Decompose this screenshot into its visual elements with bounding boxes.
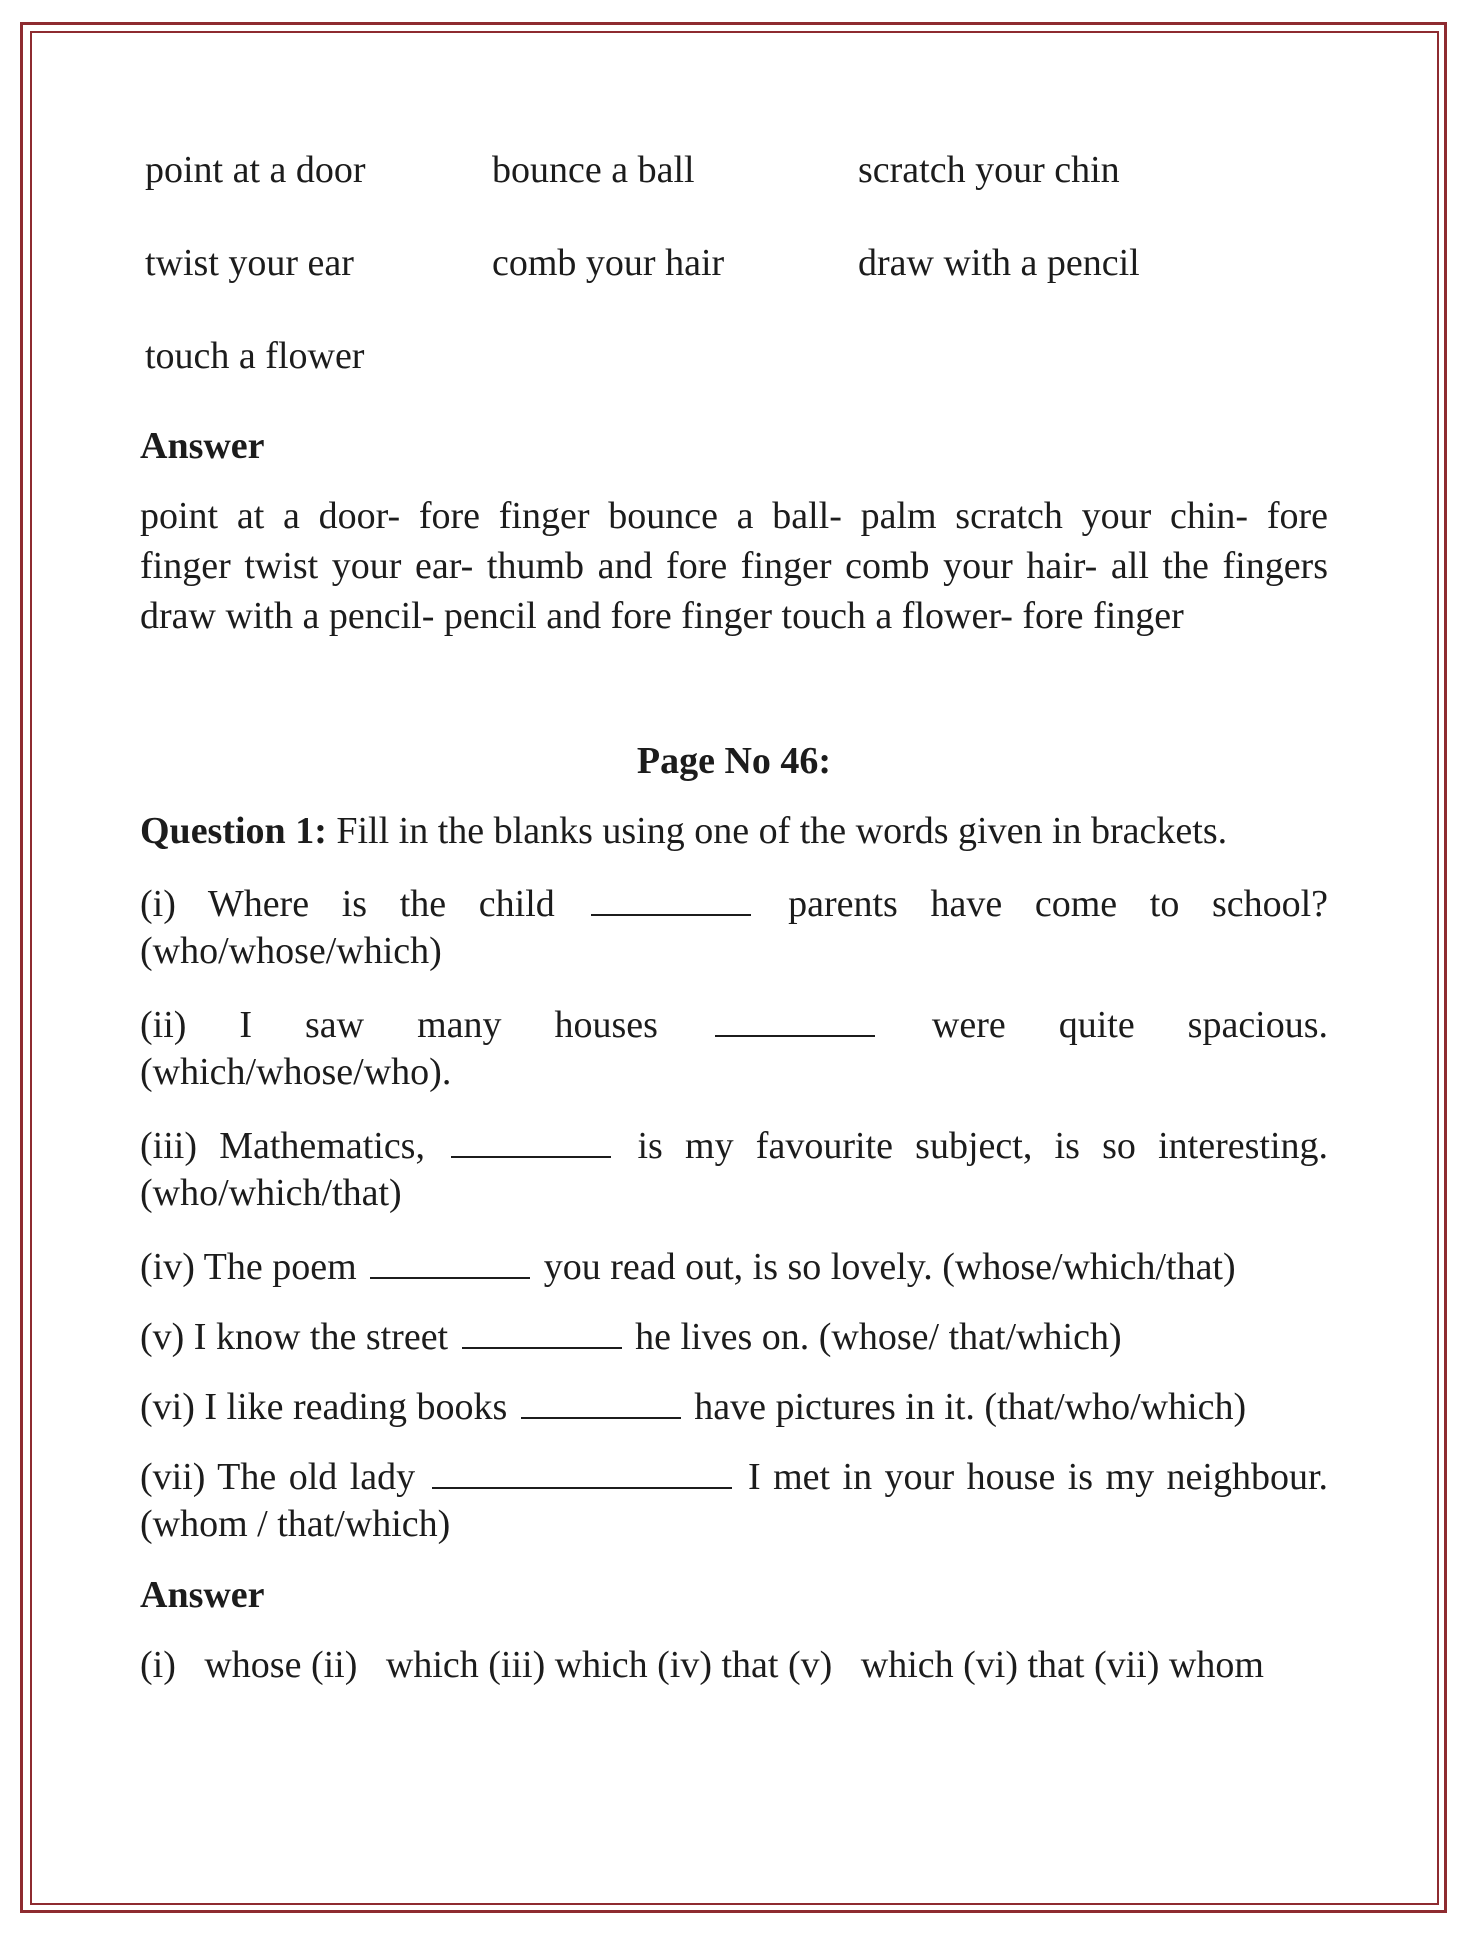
item-text: (v) I know the street — [140, 1316, 449, 1358]
item-text: (iii) Mathematics, — [140, 1125, 425, 1167]
answer-heading: Answer — [140, 425, 265, 467]
page-heading: Page No 46: — [636, 740, 832, 782]
item-text: I met in your house is my neighbour. — [748, 1456, 1329, 1498]
item-text: is my favourite subject, is so interesting. — [637, 1125, 1329, 1167]
question-item — [140, 876, 1328, 929]
question-item — [140, 1239, 1236, 1292]
answer-line: point at a door- fore finger bounce a ball- palm scratch your chin- fore — [140, 495, 1328, 537]
question-prompt — [140, 806, 1227, 856]
answer-line: finger twist your ear- thumb and fore finger comb your hair- all the fingers — [140, 545, 1328, 587]
item-text: (vi) I like reading books — [140, 1386, 508, 1428]
exercise-item: comb your hair — [492, 242, 725, 284]
exercise-item: bounce a ball — [492, 149, 695, 191]
question-item — [140, 997, 1328, 1050]
item-text: parents have come to school? — [788, 883, 1329, 925]
answer-line: (i) whose (ii) which (iii) which (iv) that (v) which (vi) that (vii) whom — [140, 1644, 1264, 1686]
answer-heading: Answer — [140, 1574, 265, 1616]
question-item — [140, 1118, 1328, 1171]
question-label: Question 1: — [140, 810, 327, 852]
exercise-item: twist your ear — [145, 242, 354, 284]
blank-line — [432, 1449, 732, 1489]
answer-line: draw with a pencil- pencil and fore finger touch a flower- fore finger — [140, 595, 1184, 637]
blank-line — [370, 1239, 530, 1279]
blank-line — [521, 1379, 681, 1419]
exercise-row — [140, 145, 1328, 195]
question-item — [140, 1449, 1328, 1502]
item-text: (i) Where is the child — [140, 883, 555, 925]
item-text: you read out, is so lovely. (whose/which/that) — [543, 1246, 1236, 1288]
item-options: (which/whose/who). — [140, 1051, 452, 1093]
item-text: (vii) The old lady — [140, 1456, 416, 1498]
item-text: (iv) The poem — [140, 1246, 357, 1288]
item-text: have pictures in it. (that/who/which) — [694, 1386, 1247, 1428]
exercise-item: point at a door — [145, 149, 366, 191]
exercise-row — [140, 331, 1328, 381]
item-text: he lives on. (whose/ that/which) — [635, 1316, 1122, 1358]
item-text: (ii) I saw many houses — [140, 1004, 658, 1046]
item-text: were quite spacious. — [931, 1004, 1329, 1046]
question-text: Fill in the blanks using one of the words given in brackets. — [326, 810, 1228, 852]
exercise-item: draw with a pencil — [858, 242, 1140, 284]
item-options: (who/which/that) — [140, 1172, 402, 1214]
question-item — [140, 1379, 1246, 1432]
exercise-item: touch a flower — [145, 335, 365, 377]
exercise-item: scratch your chin — [858, 149, 1120, 191]
blank-line — [462, 1309, 622, 1349]
exercise-row — [140, 238, 1328, 288]
blank-line — [591, 876, 751, 916]
blank-line — [715, 997, 875, 1037]
item-options: (who/whose/which) — [140, 930, 442, 972]
question-item — [140, 1309, 1122, 1362]
item-options: (whom / that/which) — [140, 1503, 451, 1545]
blank-line — [451, 1118, 611, 1158]
